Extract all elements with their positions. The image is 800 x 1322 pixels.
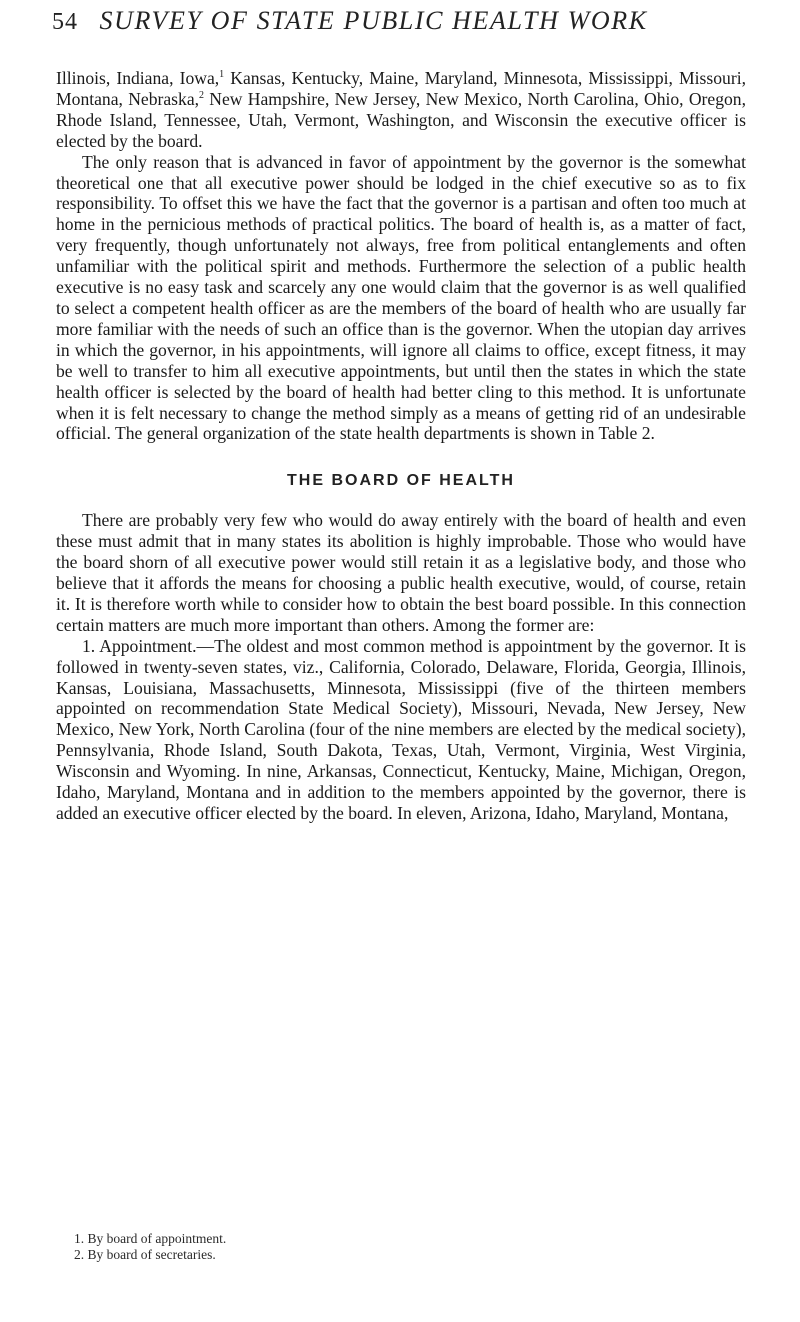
running-title: SURVEY OF STATE PUBLIC HEALTH WORK [99, 6, 648, 35]
paragraph-state-list [56, 68, 746, 152]
footnote-2: 2. By board of secretaries. [74, 1247, 216, 1262]
paragraph-board-intro: There are probably very few who would do away entirely with the board of health and even these must admit that in many states its abolition is highly improbable. Those who would have the board shorn of all executive power would still retain it as a legislative body, and those who believe that it affords the means for choosing a public health executive, would, of course, retain it. It is therefore worth while to consider how to obtain the best board possible. In this connection certain matters are much more important than others. Among the former are: [56, 510, 746, 635]
paragraph-text: Kansas, Kentucky, Maine, Maryland, Minnesota, Mississippi, Missouri, Montana, Nebraska, [56, 68, 746, 109]
body-text [56, 68, 746, 824]
footnotes [74, 1231, 714, 1263]
paragraph-text: The oldest and most common method is appointment by the governor. It is followed in twenty-seven states, viz., California, Colorado, Delaware, Florida, Georgia, Illinois, Kansas, Louisiana, Massachusetts, Minnesota, Mississippi (five of the thirteen members appointed on recommendation State Medical Society), Missouri, Nevada, New Jersey, New Mexico, New York, North Carolina (four of the nine members are elected by the medical society), Pennsylvania, Rhode Island, South Dakota, Texas, Utah, Vermont, Virginia, West Virginia, Wisconsin and Wyoming. In nine, Arkansas, Connecticut, Kentucky, Maine, Michigan, Oregon, Idaho, Maryland, Montana and in addition to the members appointed by the governor, there is added an executive officer elected by the board. In eleven, Arizona, Idaho, Maryland, Montana, [56, 635, 746, 823]
page-number: 54 [52, 9, 78, 35]
paragraph-appointment-method [56, 636, 746, 824]
paragraph-text: New Hampshire, New Jersey, New Mexico, North Carolina, Ohio, Oregon, Rhode Island, Tennessee, Utah, Vermont, Washington, and Wisconsin the executive officer is elected by the board. [56, 88, 746, 151]
footnote-1: 1. By board of appointment. [74, 1231, 227, 1246]
running-head [52, 6, 746, 40]
paragraph-appointment-reasons: The only reason that is advanced in favor of appointment by the governor is the somewhat theoretical one that all executive power should be lodged in the chief executive so as to fix responsibility. To offset this we have the fact that the governor is a partisan and often too much at home in the pernicious methods of practical politics. The board of health is, as a matter of fact, very frequently, though unfortunately not always, free from political entanglements and often unfamiliar with the political spirit and methods. Furthermore the selection of a public health executive is no easy task and scarcely any one would claim that the governor is as well qualified to select a competent health officer as are the members of the board of health who are usually far more familiar with the needs of such an office than is the governor. When the utopian day arrives in which the governor, in his appointments, will ignore all claims to office, except fitness, it may be well to transfer to him all executive appointments, but until then the states in which the state health officer is selected by the board of health had better cling to this method. It is unfortunate when it is felt necessary to change the method simply as a means of getting rid of an undesirable official. The general organization of the state health departments is shown in Table 2. [56, 151, 746, 444]
paragraph-text: Illinois, Indiana, Iowa, [56, 68, 220, 88]
footnote-ref-1: 1 [219, 69, 225, 81]
section-heading: THE BOARD OF HEALTH [287, 472, 515, 490]
run-in-heading: 1. Appointment.— [82, 635, 215, 656]
footnote-ref-2: 2 [199, 90, 205, 102]
